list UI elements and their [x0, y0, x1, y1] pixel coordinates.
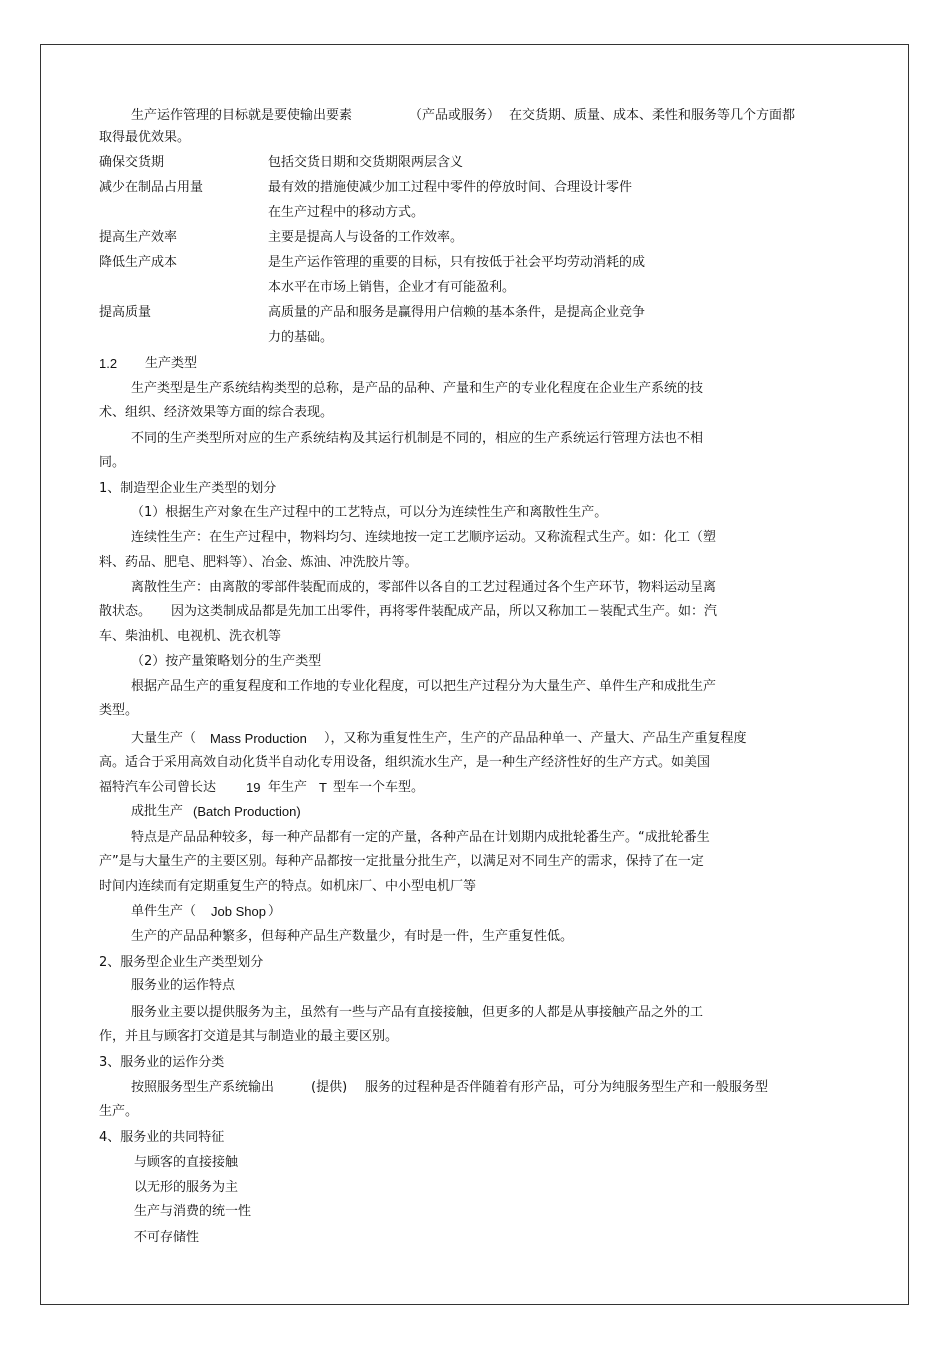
mass-line3-c: 年生产	[268, 780, 308, 795]
paragraph-line: 生产。	[99, 1104, 139, 1119]
subheading-2: （2）按产量策略划分的生产类型	[131, 654, 322, 669]
intro-line1-b: （产品或服务）	[409, 108, 501, 123]
goal-term: 减少在制品占用量	[99, 180, 204, 195]
job-suffix: ）	[268, 904, 282, 919]
paragraph-line: 不同的生产类型所对应的生产系统结构及其运行机制是不同的，相应的生产系统运行管理方法也不相	[131, 431, 704, 446]
class-line-a: 按照服务型生产系统输出	[131, 1080, 275, 1095]
paragraph-line: 术、组织、经济效果等方面的综合表现。	[99, 405, 334, 420]
goal-desc: 在生产过程中的移动方式。	[268, 205, 425, 220]
mass-prefix: 大量生产（	[131, 731, 197, 746]
batch-label: 成批生产	[131, 804, 184, 819]
section-number: 1.2	[99, 356, 118, 371]
intro-line1-c: 在交货期、质量、成本、柔性和服务等几个方面都	[509, 108, 796, 123]
goal-desc: 高质量的产品和服务是赢得用户信赖的基本条件，是提高企业竞争	[268, 305, 646, 320]
paragraph-line: 车、柴油机、电视机、洗衣机等	[99, 629, 282, 644]
paragraph-line: 生产的产品品种繁多，但每种产品生产数量少，有时是一件，生产重复性低。	[131, 929, 574, 944]
paragraph-line: 生产类型是生产系统结构类型的总称，是产品的品种、产量和生产的专业化程度在企业生产系统的技	[131, 381, 704, 396]
feature-item: 不可存储性	[134, 1230, 200, 1245]
class-line-c: 服务的过程种是否伴随着有形产品，可分为纯服务型生产和一般服务型	[365, 1080, 769, 1095]
goal-term: 降低生产成本	[99, 255, 178, 270]
job-prefix: 单件生产（	[131, 904, 197, 919]
paragraph-line: 根据产品生产的重复程度和工作地的专业化程度，可以把生产过程分为大量生产、单件生产和成批生产	[131, 679, 717, 694]
goal-term: 提高质量	[99, 305, 152, 320]
subheading-1: （1）根据生产对象在生产过程中的工艺特点，可以分为连续性生产和离散性生产。	[131, 505, 608, 520]
goal-desc: 本水平在市场上销售，企业才有可能盈利。	[268, 280, 516, 295]
heading-2: 2、服务型企业生产类型划分	[99, 955, 264, 970]
goal-desc: 是生产运作管理的重要的目标，只有按低于社会平均劳动消耗的成	[268, 255, 646, 270]
paragraph-line: 高。适合于采用高效自动化货半自动化专用设备，组织流水生产，是一种生产经济性好的生产方式。如美国	[99, 755, 711, 770]
goal-desc: 力的基础。	[268, 330, 334, 345]
mass-line3-d: T	[319, 780, 327, 795]
paragraph-line: 类型。	[99, 703, 139, 718]
paragraph-line: 作，并且与顾客打交道是其与制造业的最主要区别。	[99, 1029, 399, 1044]
paragraph-line: 特点是产品品种较多，每一种产品都有一定的产量，各种产品在计划期内成批轮番生产。“成批轮番生	[131, 830, 710, 845]
mass-suffix: ），又称为重复性生产，生产的产品品种单一、产量大、产品生产重复程度	[324, 731, 747, 746]
goal-desc: 最有效的措施使减少加工过程中零件的停放时间、合理设计零件	[268, 180, 633, 195]
job-english: Job Shop	[211, 904, 266, 919]
class-line-b: (提供)	[311, 1080, 348, 1095]
feature-item: 生产与消费的统一性	[134, 1204, 252, 1219]
paragraph-line: 料、药品、肥皂、肥料等）、冶金、炼油、冲洗胶片等。	[99, 555, 418, 570]
section-title: 生产类型	[145, 356, 198, 371]
heading-3: 3、服务业的运作分类	[99, 1055, 225, 1070]
feature-item: 以无形的服务为主	[134, 1180, 239, 1195]
mass-line3-e: 型车一个车型。	[333, 780, 425, 795]
intro-line1-a: 生产运作管理的目标就是要使输出要素	[131, 108, 353, 123]
paragraph-line-a: 散状态。	[99, 604, 152, 619]
paragraph-line: 时间内连续而有定期重复生产的特点。如机床厂、中小型电机厂等	[99, 879, 477, 894]
goal-term: 确保交货期	[99, 155, 165, 170]
paragraph-line: 连续性生产：在生产过程中，物料均匀、连续地按一定工艺顺序运动。又称流程式生产。如：化工（塑	[131, 530, 717, 545]
mass-line3-a: 福特汽车公司曾长达	[99, 780, 217, 795]
goal-term: 提高生产效率	[99, 230, 178, 245]
goal-desc: 主要是提高人与设备的工作效率。	[268, 230, 464, 245]
feature-item: 与顾客的直接接触	[134, 1155, 239, 1170]
mass-english: Mass Production	[210, 731, 307, 746]
paragraph-line: 离散性生产：由离散的零部件装配而成的，零部件以各自的工艺过程通过各个生产环节，物料运动呈离	[131, 580, 717, 595]
paragraph-line: 同。	[99, 455, 126, 470]
subheading: 服务业的运作特点	[131, 978, 236, 993]
goal-desc: 包括交货日期和交货期限两层含义	[268, 155, 464, 170]
intro-line2: 取得最优效果。	[99, 130, 191, 145]
paragraph-line: 服务业主要以提供服务为主，虽然有一些与产品有直接接触，但更多的人都是从事接触产品之外的工	[131, 1005, 704, 1020]
heading-1: 1、制造型企业生产类型的划分	[99, 481, 277, 496]
batch-english: (Batch Production)	[193, 804, 301, 819]
paragraph-line: 产”是与大量生产的主要区别。每种产品都按一定批量分批生产，以满足对不同生产的需求，保持了在一定	[99, 854, 704, 869]
paragraph-line-b: 因为这类制成品都是先加工出零件，再将零件装配成产品，所以又称加工－装配式生产。如：汽	[171, 604, 718, 619]
heading-4: 4、服务业的共同特征	[99, 1130, 225, 1145]
mass-line3-b: 19	[246, 780, 261, 795]
